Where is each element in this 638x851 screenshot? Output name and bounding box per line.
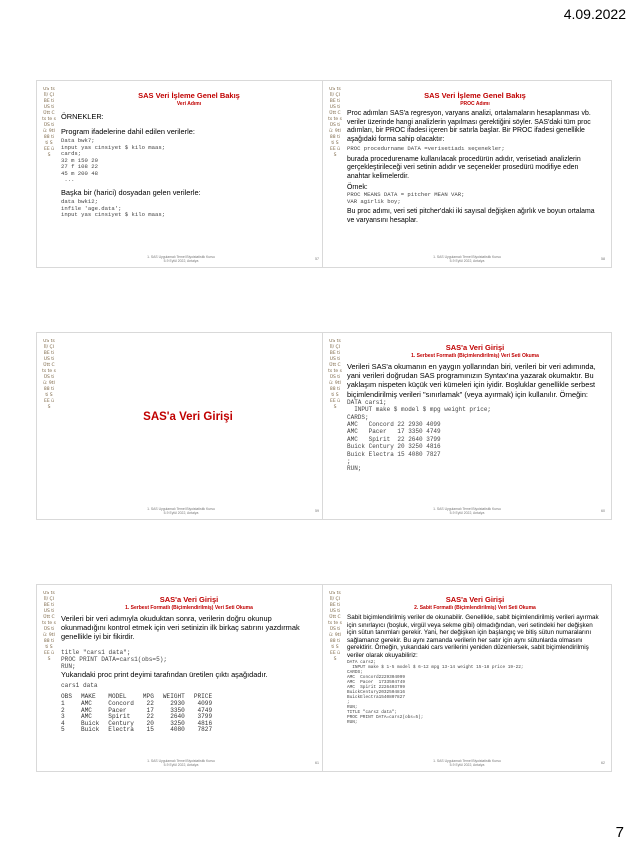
- footer-line: 1. SAS Uygulamalı Temel Biyoistatistik Kursu: [147, 759, 215, 763]
- table-header-cell: MPG: [142, 693, 154, 701]
- table-cell: 15: [146, 726, 154, 734]
- table-cell: 2640: [170, 713, 185, 721]
- paragraph: Verileri SAS'a okumanın en yaygın yollarından biri, verileri bir veri adımında, yani verileri doğrudan SAS programınızın Syntax'ına yazarak okumaktır. Bu yaklaşım nispeten küçük veri kümeleri için iyidir. Boşluklar genellikle serbest biçimlendirilmiş verileri "sınırlamak" (veya ayırmak) için kullanılır. Örneğin:: [347, 362, 596, 399]
- slide-footer: [353, 507, 581, 515]
- table-cell: 4099: [197, 699, 213, 707]
- slide-61: [36, 584, 326, 772]
- page-number: 7: [615, 824, 624, 841]
- table-cell: 3250: [170, 719, 185, 727]
- footer-line: 5-9 Eylül 2022, Antalya: [449, 763, 485, 767]
- table-cell: Spirit: [108, 713, 131, 721]
- code-block: Data bwk7; input yas cinsiyet $ kilo maas; cards; 32 m 150 20 27 f 108 22 45 m 200 48 ...: [61, 137, 166, 184]
- table-cell: 17: [146, 706, 154, 714]
- slide-number: 59: [315, 509, 319, 513]
- code-block: DATA cars2; INPUT make $ 1-5 model $ 6-12 mpg 13-14 weight 15-18 price 19-22; CARDS; AMC Concord2229304099 AMC Pacer 1733504749 AMC Spirit 2226403799 BuickCentury2032504816 BuickElectra1540807827 ; RUN; TITLE "cars2 data"; PROC PRINT DATA=cars2(obs=5); RUN;: [347, 659, 524, 725]
- slide-footer: [353, 255, 581, 263]
- table-cell: 20: [146, 719, 154, 727]
- side-strip: ÜS ts İİ/ ÇI BE ti US ti Ütt C ts te s ÜS ti ü: 9tI 88 ti ti S EE ü S: [42, 87, 56, 158]
- paragraph: Örnek:: [347, 183, 368, 191]
- footer-line: 1. SAS Uygulamalı Temel Biyoistatistik Kursu: [433, 507, 501, 511]
- side-strip: ÜS ts İİ/ ÇI BE ti US ti Ütt C ts te s ÜS ti ü: 9tI 88 ti ti S EE ü S: [42, 339, 56, 410]
- paragraph: Bu proc adımı, veri seti pitcher'daki iki sayısal değişken ağırlık ve boyun ortalama ve varyansını hesaplar.: [347, 208, 595, 224]
- table-header-cell: MAKE: [80, 693, 96, 701]
- slide-title: SAS Veri İşleme Genel Bakış: [138, 91, 240, 100]
- table-cell: 4816: [197, 719, 213, 727]
- table-cell: 4: [61, 719, 65, 727]
- table-cell: Buick: [80, 719, 100, 727]
- slide-59: [36, 332, 326, 520]
- table-cell: Century: [108, 719, 134, 727]
- table-cell: 1: [61, 699, 65, 707]
- table-cell: 3799: [197, 713, 213, 721]
- section-title: SAS'a Veri Girişi: [143, 411, 233, 423]
- slide-title: SAS'a Veri Girişi: [445, 343, 505, 352]
- table-header-cell: MODEL: [108, 693, 127, 701]
- footer-line: 1. SAS Uygulamalı Temel Biyoistatistik Kursu: [433, 255, 501, 259]
- table-cell: 7827: [197, 726, 213, 734]
- slide-number: 60: [601, 509, 605, 513]
- code-block: DATA cars1; INPUT make $ model $ mpg weight price; CARDS; AMC Concord 22 2930 4099 AMC Pacer 17 3350 4749 AMC Spirit 22 2640 3799 Buick Century 20 3250 4816 Buick Electra 15 4080 7827 ; RUN;: [347, 398, 492, 473]
- side-strip: ÜS ts İİ/ ÇI BE ti US ti Ütt C ts te s ÜS ti ü: 9tI 88 ti ti S EE ü S: [328, 591, 342, 662]
- paragraph: Sabit biçimlendirilmiş veriler de okunabilir. Genellikle, sabit biçimlendirilmiş verileri ayırmak için sınırlayıcı (boşluk, virgül veya sekme gibi) olmadığından, veri setindeki her değişken için sütun tanımları gerekir. Yani, her değişken için başlangıç ve bitiş sütun numaralarını sağlamanız gerekir. Bu aynı zamanda verilerin her satır için aynı sütunlarda olmasını gerektirir. Örneğin, yukarıdaki cars verilerini yeniden düzenlersek, sabit biçimlendirilmiş veriler olarak okuyabiliriz:: [347, 614, 599, 659]
- slide-subtitle: 2. Sabit Formatlı (Biçimlendirilmiş) Veri Seti Okuma: [414, 605, 536, 611]
- table-cell: 4080: [170, 726, 185, 734]
- slide-footer: [67, 507, 295, 515]
- table-header-cell: PRICE: [193, 693, 213, 701]
- slide-62: [322, 584, 612, 772]
- output-table: [61, 694, 221, 734]
- slide-number: 62: [601, 761, 605, 765]
- slide-title: SAS Veri İşleme Genel Bakış: [424, 91, 526, 100]
- footer-line: 5-9 Eylül 2022, Antalya: [163, 259, 199, 263]
- slide-title: SAS'a Veri Girişi: [445, 595, 505, 604]
- table-cell: Buick: [80, 726, 100, 734]
- side-strip: ÜS ts İİ/ ÇI BE ti US ti Ütt C ts te s ÜS ti ü: 9tI 88 ti ti S EE ü S: [328, 87, 342, 158]
- slide-footer: [353, 759, 581, 767]
- code-block: PROC procedurname DATA =verisetiadı seçenekler;: [347, 145, 505, 153]
- slide-number: 57: [315, 257, 319, 261]
- paragraph: burada procedurename kullanılacak procedürün adıdır, verisetiadı analizlerin gerçekleştirileceği veri setinin adıdır ve seçenekler prosedürü modifiye eden anahtar kelimelerdir.: [347, 155, 581, 181]
- paragraph: Program ifadelerine dahil edilen verilerle:: [61, 127, 195, 137]
- code-block: PROC MEANS DATA = pitcher MEAN VAR; VAR agirlik boy;: [347, 191, 465, 205]
- table-cell: AMC: [80, 699, 92, 707]
- slide-58: [322, 80, 612, 268]
- table-cell: 22: [146, 699, 154, 707]
- table-header-cell: WEIGHT: [162, 693, 185, 701]
- table-cell: 3350: [170, 706, 185, 714]
- table-cell: AMC: [80, 713, 92, 721]
- footer-line: 1. SAS Uygulamalı Temel Biyoistatistik Kursu: [433, 759, 501, 763]
- table-cell: 2: [61, 706, 65, 714]
- paragraph: Proc adımları SAS'a regresyon, varyans analizi, ortalamaların hesaplanması vb. veriler üzerinde hangi analizlerin yapılması gerektiğini söyler. SAS'daki tüm proc adımları, bir PROC ifadesi içeren bir satırla başlar. Bir PROC ifadesi genellikle aşağıdaki forma sahip olacaktır:: [347, 110, 591, 143]
- table-cell: Electra: [108, 726, 134, 734]
- footer-line: 5-9 Eylül 2022, Antalya: [449, 259, 485, 263]
- side-strip: ÜS ts İİ/ ÇI BE ti US ti Ütt C ts te s ÜS ti ü: 9tI 88 ti ti S EE ü S: [42, 591, 56, 662]
- slide-57: [36, 80, 326, 268]
- table-cell: 22: [146, 713, 154, 721]
- slide-subtitle: 1. Serbest Formatlı (Biçimlendirilmiş) Veri Seti Okuma: [411, 353, 539, 359]
- slide-subtitle: Veri Adımı: [176, 101, 202, 107]
- paragraph: Başka bir (harici) dosyadan gelen verilerle:: [61, 187, 201, 197]
- output-title: cars1 data: [61, 681, 98, 689]
- footer-line: 5-9 Eylül 2022, Antalya: [449, 511, 485, 515]
- code-block: title "cars1 data"; PROC PRINT DATA=cars1(obs=5); RUN;: [61, 648, 168, 670]
- heading: ÖRNEKLER:: [61, 112, 104, 121]
- slide-number: 61: [315, 761, 319, 765]
- side-strip: ÜS ts İİ/ ÇI BE ti US ti Ütt C ts te s ÜS ti ü: 9tI 88 ti ti S EE ü S: [328, 339, 342, 410]
- footer-line: 5-9 Eylül 2022, Antalya: [163, 511, 199, 515]
- slide-footer: [67, 759, 295, 767]
- table-cell: 4749: [197, 706, 213, 714]
- paragraph: Verileri bir veri adımıyla okuduktan sonra, verilerin doğru okunup okunmadığını kontrol etmek için veri setinizin ilk birkaç satırını yazdırmak genellikle iyi bir fikirdir.: [61, 614, 300, 642]
- table-cell: Pacer: [108, 706, 127, 714]
- table-cell: 3: [61, 713, 65, 721]
- slide-title: SAS'a Veri Girişi: [159, 595, 219, 604]
- slide-number: 58: [601, 257, 605, 261]
- slide-subtitle: 1. Serbest Formatlı (Biçimlendirilmiş) Veri Seti Okuma: [125, 605, 253, 611]
- page-date: 4.09.2022: [563, 6, 626, 22]
- slide-subtitle: PROC Adımı: [460, 101, 490, 107]
- code-block: data bwk12; infile 'age.data'; input yas cinsiyet $ kilo maas;: [61, 198, 166, 219]
- slide-60: [322, 332, 612, 520]
- table-row: [61, 727, 221, 734]
- footer-line: 1. SAS Uygulamalı Temel Biyoistatistik Kursu: [147, 255, 215, 259]
- slide-footer: [67, 255, 295, 263]
- paragraph: Yukarıdaki proc print deyimi tarafından üretilen çıktı aşağıdadır.: [61, 669, 268, 679]
- table-cell: AMC: [80, 706, 92, 714]
- footer-line: 5-9 Eylül 2022, Antalya: [163, 763, 199, 767]
- table-header-cell: OBS: [61, 693, 72, 701]
- table-cell: 5: [61, 726, 65, 734]
- footer-line: 1. SAS Uygulamalı Temel Biyoistatistik Kursu: [147, 507, 215, 511]
- table-cell: Concord: [108, 699, 134, 707]
- table-cell: 2930: [170, 699, 185, 707]
